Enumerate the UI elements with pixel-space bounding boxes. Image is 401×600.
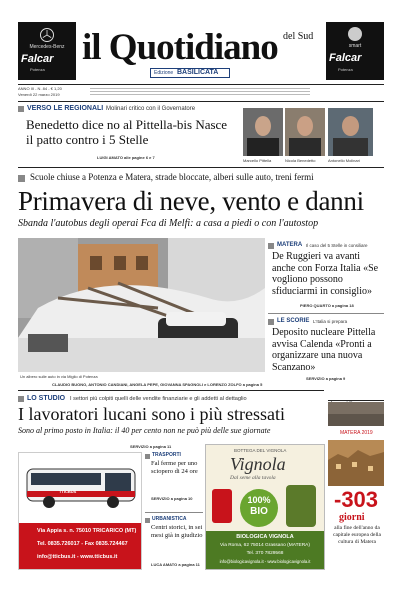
ad-bus-web: info@tticbus.it - www.tticbus.it: [37, 554, 118, 560]
ad-bus-footer: [19, 523, 141, 569]
countdown-text: alla fine dell'anno da capitale europea della cultura di Matera: [333, 525, 381, 545]
short-transport[interactable]: [145, 452, 205, 508]
short-transport-text: Fal ferme per uno sciopero di 24 ore: [151, 460, 198, 475]
vignola-badge: [240, 489, 278, 527]
ad-bus-phone: Tel. 0835.726017 - Fax 0835.724467: [37, 541, 128, 547]
matera-logo: MATERA 2019: [340, 430, 373, 436]
vignola-address: Via Roma, 62 75014 Grassano (MATERA): [220, 543, 310, 548]
lead-byline: CLAUDIO BUONO, ANTONIO CANDIANI, ANGELA PEPE, GIOVANNA SPAGNOLI e LORENZO ZOLFO a pagina 5: [52, 382, 263, 387]
vignola-bottle-icon: [286, 485, 316, 527]
bus-icon: [21, 461, 141, 513]
right-ad-dealer: Falcar: [329, 52, 362, 64]
lead-kicker: Scuole chiuse a Potenza e Matera, strade bloccate, alberi sulle auto, treni fermi: [30, 172, 314, 182]
right-ad[interactable]: [326, 22, 384, 80]
sidebar-rule: [268, 313, 384, 314]
top-story-headline[interactable]: Benedetto dice no al Pittella-bis Nasce il patto contro i 5 Stelle: [26, 117, 228, 147]
edition-box: [150, 68, 230, 78]
masthead-info-block: [90, 86, 310, 98]
short-transport-byline: SERVIZIO a pagina 10: [151, 496, 193, 501]
matera-photo: [328, 440, 384, 486]
portrait-benedetto: [285, 108, 325, 156]
countdown-word: giorni: [339, 512, 365, 523]
sidebar-scorie-square: [268, 319, 274, 325]
ad-bus[interactable]: [18, 452, 142, 570]
study-kicker-square: [18, 396, 24, 402]
sidebar-scorie-kicker: LE SCORIE: [277, 318, 310, 324]
study-headline[interactable]: I lavoratori lucani sono i più stressati: [18, 404, 285, 424]
edition-label: Edizione: [154, 70, 174, 76]
portrait-pittella: [243, 108, 283, 156]
vignola-brand: Vignola: [230, 454, 286, 474]
portrait-caption-benedetto: Nicola Benedetto: [285, 158, 316, 163]
masthead-rule-bottom: [18, 101, 384, 102]
short-urban-square: [145, 518, 150, 523]
ad-vignola[interactable]: [205, 444, 325, 570]
top-story-kicker-follow: Molinari critico con il Governatore: [106, 106, 196, 112]
vignola-footer: [206, 531, 324, 569]
right-ad-tagline: Potenza: [338, 67, 353, 72]
sidebar-matera-headline[interactable]: De Ruggieri va avanti anche con Forza Italia «Se vogliono possono sfiduciarmi in consiglio»: [272, 251, 379, 297]
masthead-subtitle: del Sud: [283, 31, 314, 42]
left-ad-dealer: Falcar: [21, 53, 54, 65]
short-urban-byline: LUCA AMATO a pagina 11: [151, 562, 200, 567]
left-ad[interactable]: [18, 22, 76, 80]
ad-bus-address: Via Appia s. n. 75010 TRICARICO (MT): [37, 528, 137, 534]
sidebar-scorie-headline[interactable]: Deposito nucleare Pittella avvisa Calenda «Pronti a organizzare una nuova Scanzano»: [272, 327, 376, 373]
mercedes-logo-icon: [40, 28, 54, 42]
vignola-badge-pct: 100%: [247, 495, 271, 505]
vignola-phone: Tel. 370 7829568: [246, 551, 284, 556]
lead-photo-caption: Un albero sulle auto in via Miglio di Potenza: [20, 374, 98, 379]
lead-kicker-square: [18, 175, 25, 182]
sidebar-matera-byline: PIERO QUARTO a pagina 18: [300, 303, 354, 308]
right-panel-header: [328, 393, 384, 401]
short-urban-kicker: URBANISTICA: [152, 516, 187, 522]
sidebar-scorie-byline: SERVIZIO a pagina 9: [306, 376, 346, 381]
portrait-molinari: [328, 108, 373, 156]
right-ad-brand: smart: [348, 43, 362, 49]
bus-label: TTICBUS: [59, 489, 77, 494]
masthead-title: il Quotidiano: [82, 27, 278, 68]
lead-photo: [18, 238, 265, 372]
left-ad-tagline: Potenza: [30, 67, 45, 72]
vignola-brand-top: BOTTEGA DEL VIGNOLA: [234, 448, 287, 453]
study-kicker: LO STUDIO: [27, 395, 66, 402]
sidebar-matera-kicker-follow: Il caso del 5 Stelle in consiliare: [306, 243, 368, 248]
shorts-rule: [145, 512, 203, 513]
vignola-tagline: Dal seme alla tavola: [230, 475, 276, 481]
left-ad-brand: Mercedes-Benz: [29, 44, 65, 50]
issue-line-1: ANNO III - N. 84 - € 1,20: [18, 86, 62, 91]
vignola-jar-icon: [212, 489, 232, 523]
right-panel-photo: [328, 402, 384, 426]
top-story-rule: [18, 167, 384, 168]
short-transport-kicker: TRASPORTI: [152, 452, 181, 458]
sidebar-matera-kicker: MATERA: [277, 242, 303, 248]
smart-logo-icon: [348, 27, 362, 41]
top-story-kicker-square: [18, 106, 24, 112]
countdown-number: -303: [334, 487, 379, 512]
portrait-caption-molinari: Antonello Molinari: [328, 158, 360, 163]
issue-line-2: Venerdì 22 marzo 2019: [18, 92, 60, 97]
top-story-kicker: VERSO LE REGIONALI: [27, 105, 104, 112]
vignola-email: info@biologicavignola.it - www.biologicavignola.it: [219, 559, 311, 564]
short-transport-square: [145, 454, 150, 459]
edition-region: BASILICATA: [177, 69, 219, 76]
masthead-rule: [18, 84, 384, 85]
top-story-byline: LUIGI AMATO alle pagine 6 e 7: [97, 155, 155, 160]
lead-headline[interactable]: Primavera di neve, vento e danni: [18, 186, 364, 216]
study-byline: SERVIZIO a pagina 11: [130, 444, 172, 449]
short-urban-text: Centri storici, in sei mesi già in giudizio: [151, 524, 203, 539]
short-urban[interactable]: [145, 516, 205, 584]
vignola-shop: BIOLOGICA VIGNOLA: [236, 534, 294, 540]
study-subhead: Sono al primo posto in Italia: il 40 per cento non ne può più delle sue giornate: [18, 426, 271, 435]
lead-rule: [18, 390, 324, 391]
portrait-caption-pittella: Marcello Pittella: [243, 158, 272, 163]
lead-subhead: Sbanda l'autobus degli operai Fca di Melfi: a casa a piedi o con l'autostop: [18, 218, 319, 229]
sidebar-matera-square: [268, 243, 274, 249]
study-kicker-follow: I settori più colpiti quelli delle vendite finanziarie e gli addetti al dettaglio: [70, 396, 247, 402]
vignola-badge-text: BIO: [250, 506, 268, 517]
sidebar-scorie-kicker-follow: L'Italia si prepara: [313, 319, 348, 324]
